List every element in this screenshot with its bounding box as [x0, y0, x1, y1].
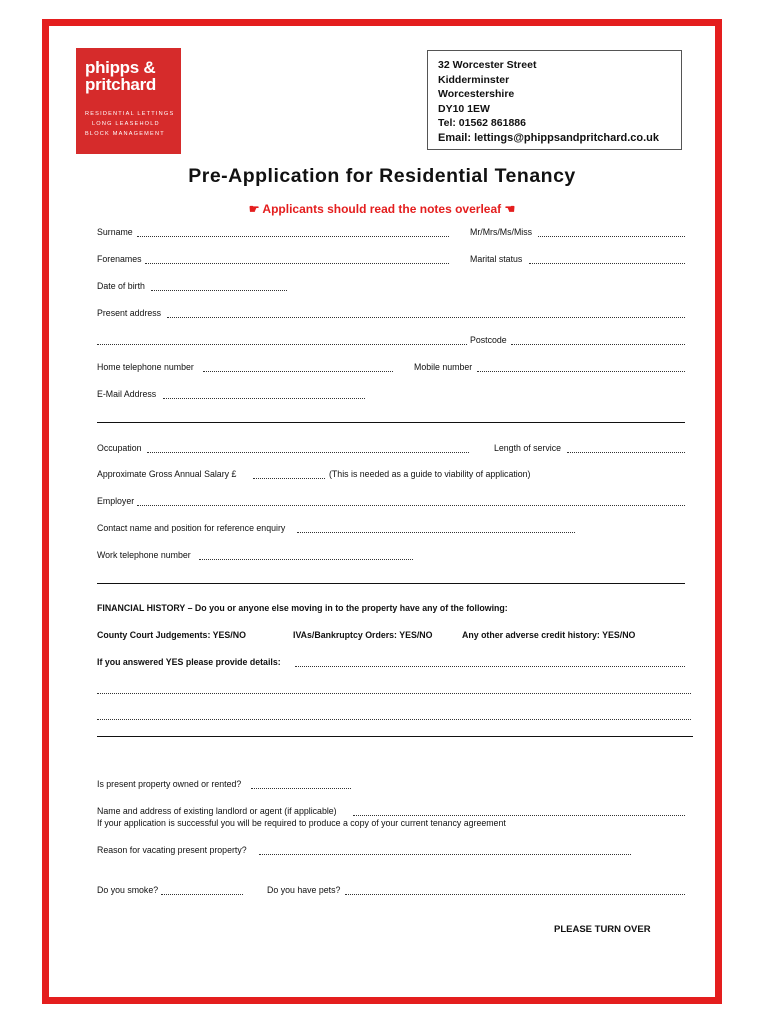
form-subtitle: ☛ Applicants should read the notes overleaf ☚	[248, 202, 516, 216]
contact-label: Contact name and position for reference enquiry	[97, 523, 286, 533]
work-phone-label: Work telephone number	[97, 550, 191, 560]
details-line-2-field[interactable]	[97, 687, 691, 694]
reason-label: Reason for vacating present property?	[97, 845, 247, 855]
home-phone-label: Home telephone number	[97, 362, 194, 372]
dob-field[interactable]	[151, 284, 287, 291]
employer-label: Employer	[97, 496, 135, 506]
section-divider	[97, 583, 685, 584]
contact-field[interactable]	[297, 526, 575, 533]
address-box	[427, 50, 682, 150]
owned-rented-label: Is present property owned or rented?	[97, 779, 242, 789]
pets-label: Do you have pets?	[267, 885, 341, 895]
present-address-field[interactable]	[167, 311, 685, 318]
yes-details-field[interactable]	[295, 660, 685, 667]
marital-status-field[interactable]	[529, 257, 685, 264]
marital-status-label: Marital status	[470, 254, 523, 264]
smoke-field[interactable]	[161, 888, 243, 895]
title-label: Mr/Mrs/Ms/Miss	[470, 227, 533, 237]
length-of-service-field[interactable]	[567, 446, 685, 453]
owned-rented-field[interactable]	[251, 782, 351, 789]
salary-note: (This is needed as a guide to viability of application)	[329, 469, 531, 479]
logo-wordmark: phipps & pritchard	[85, 58, 156, 94]
postcode-label: Postcode	[470, 335, 507, 345]
logo-service-3: BLOCK MANAGEMENT	[85, 131, 165, 137]
please-turn-over: PLEASE TURN OVER	[554, 924, 651, 935]
landlord-note: If your application is successful you will be required to produce a copy of your current tenancy agreement	[97, 818, 506, 828]
email-address-label: E-Mail Address	[97, 389, 157, 399]
postcode-field[interactable]	[511, 338, 685, 345]
employer-field[interactable]	[137, 499, 685, 506]
company-logo	[76, 48, 181, 154]
email-address-field[interactable]	[163, 392, 365, 399]
section-divider	[97, 736, 693, 737]
email-label: Email:	[438, 131, 472, 144]
salary-field[interactable]	[253, 472, 325, 479]
present-address-label: Present address	[97, 308, 162, 318]
telephone-line: Tel: 01562 861886	[438, 117, 526, 129]
yes-details-label: If you answered YES please provide details:	[97, 657, 281, 667]
landlord-field[interactable]	[353, 809, 685, 816]
forenames-label: Forenames	[97, 254, 142, 264]
address-line: 32 Worcester Street	[438, 59, 537, 71]
mobile-label: Mobile number	[414, 362, 473, 372]
surname-field[interactable]	[137, 230, 449, 237]
title-field[interactable]	[538, 230, 685, 237]
pets-field[interactable]	[345, 888, 685, 895]
reason-field[interactable]	[259, 848, 631, 855]
landlord-label: Name and address of existing landlord or agent (if applicable)	[97, 806, 337, 816]
work-phone-field[interactable]	[199, 553, 413, 560]
mobile-field[interactable]	[477, 365, 685, 372]
section-divider	[97, 422, 685, 423]
address-line: Kidderminster	[438, 73, 510, 86]
ccj-question[interactable]: County Court Judgements: YES/NO	[97, 630, 246, 640]
logo-service-2: LONG LEASEHOLD	[92, 121, 160, 127]
iva-question[interactable]: IVAs/Bankruptcy Orders: YES/NO	[293, 630, 433, 640]
surname-label: Surname	[97, 227, 133, 237]
adverse-credit-question[interactable]: Any other adverse credit history: YES/NO	[462, 630, 636, 640]
forenames-field[interactable]	[145, 257, 449, 264]
home-phone-field[interactable]	[203, 365, 393, 372]
logo-service-1: RESIDENTIAL LETTINGS	[85, 111, 175, 117]
salary-label: Approximate Gross Annual Salary £	[97, 469, 237, 479]
form-title: Pre-Application for Residential Tenancy	[188, 165, 576, 187]
address-line: Worcestershire	[438, 88, 515, 100]
form-page: phipps & pritchard RESIDENTIAL LETTINGS LONG LEASEHOLD BLOCK MANAGEMENT 32 Worcester Street Kidderminster Worcestershire DY10 1EW Tel: 01562 861886 Email: lettings@phippsandpritchard.co.uk Pre-Application for Residential Tenancy ☛ Applicants should read the notes overleaf ☚ Surname Mr/Mrs/Ms/Miss Forenames Marital status Date of birth Present address Postcode Home telephone number Mobile number E-Mail Address Occupation Length of service Approximate Gross Annual Salary £ (This is needed as a guide to viability of application) Employer Contact name and position for reference enquiry Work telephone number FINANCIAL HISTORY – Do you or anyone else moving in to the property have any of the following: County Court Judgements: YES/NO IVAs/Bankruptcy Orders: YES/NO Any other adverse credit history: YES/NO If you answered YES please provide details: Is present property owned or rented? Name and address of existing landlord or agent (if applicable) If your application is successful you will be required to produce a copy of your current tenancy agreement Reason for vacating present property? Do you smoke? Do you have pets? PLEASE TURN OVER	[42, 19, 722, 1004]
smoke-label: Do you smoke?	[97, 885, 159, 895]
occupation-field[interactable]	[147, 446, 469, 453]
address-line: DY10 1EW	[438, 102, 490, 115]
length-of-service-label: Length of service	[494, 443, 561, 453]
email-link[interactable]: lettings@phippsandpritchard.co.uk	[474, 131, 659, 144]
address-line-2-field[interactable]	[97, 338, 467, 345]
dob-label: Date of birth	[97, 281, 145, 291]
details-line-3-field[interactable]	[97, 713, 691, 720]
email-line	[438, 131, 681, 146]
occupation-label: Occupation	[97, 443, 142, 453]
